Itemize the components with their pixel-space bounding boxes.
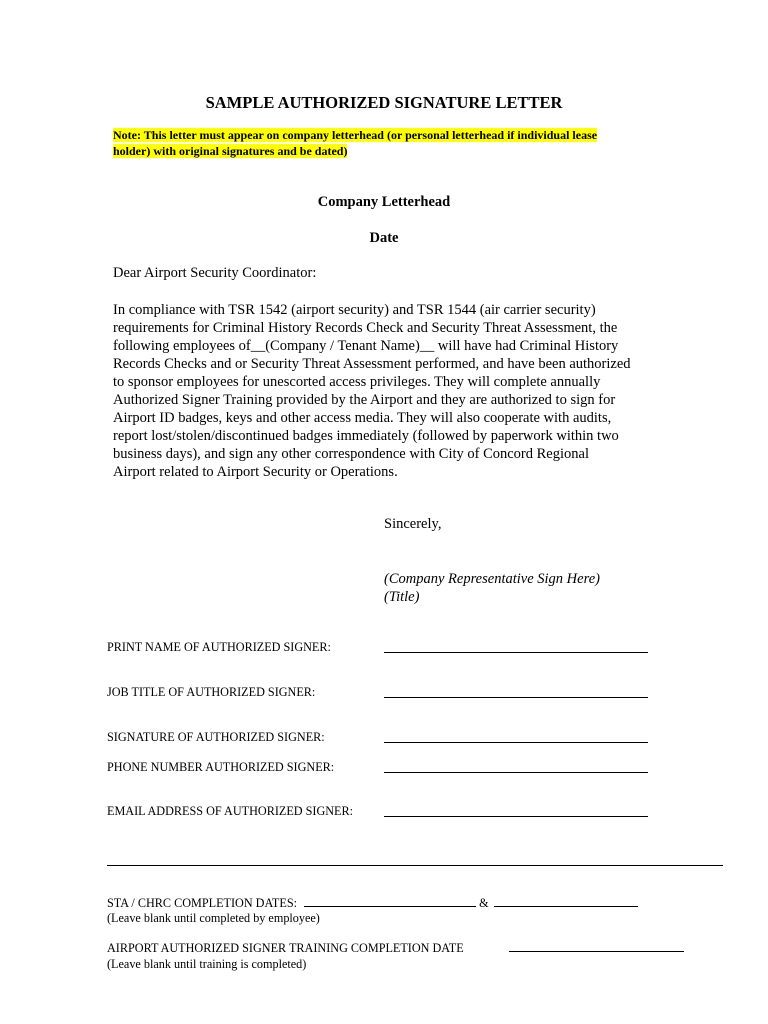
signature-line[interactable] [384,742,648,743]
sta-chrc-note: (Leave blank until completed by employee) [107,911,320,925]
sta-chrc-label: STA / CHRC COMPLETION DATES: [107,896,297,910]
body-line: Authorized Signer Training provided by the Airport and they are authorized to sign for [113,392,616,408]
print-name-line[interactable] [384,652,648,653]
phone-number-label: PHONE NUMBER AUTHORIZED SIGNER: [107,760,335,774]
phone-number-line[interactable] [384,772,648,773]
training-row [107,941,684,956]
letterhead-note [113,128,597,159]
signature-placeholder: (Company Representative Sign Here) [384,571,600,587]
body-line: Airport related to Airport Security or Operations. [113,464,398,480]
sta-date-line-2[interactable] [494,906,638,907]
company-letterhead-heading: Company Letterhead [317,194,451,210]
training-note: (Leave blank until training is completed) [107,957,307,971]
body-line: requirements for Criminal History Records Check and Security Threat Assessment, the [113,320,618,336]
letter-body [113,301,631,481]
document-title: SAMPLE AUTHORIZED SIGNATURE LETTER [205,93,563,112]
body-line: following employees of__(Company / Tenant Name)__ will have had Criminal History [113,338,619,354]
signature-label: SIGNATURE OF AUTHORIZED SIGNER: [107,730,325,744]
sta-date-line-1[interactable] [304,906,476,907]
note-line-2: holder) with original signatures and be dated) [113,143,348,158]
body-line: In compliance with TSR 1542 (airport security) and TSR 1544 (air carrier security) [113,302,596,318]
body-line: Records Checks and or Security Threat Assessment performed, and have been authorized [113,356,631,372]
salutation: Dear Airport Security Coordinator: [113,265,317,281]
body-line: report lost/stolen/discontinued badges immediately (followed by paperwork within two [113,428,619,444]
body-line: business days), and sign any other correspondence with City of Concord Regional [113,446,589,462]
training-label: AIRPORT AUTHORIZED SIGNER TRAINING COMPLETION DATE [107,941,464,955]
job-title-label: JOB TITLE OF AUTHORIZED SIGNER: [107,685,316,699]
date-heading: Date [369,230,399,246]
title-placeholder: (Title) [384,589,420,605]
email-address-line[interactable] [384,816,648,817]
note-line-1: Note: This letter must appear on company letterhead (or personal letterhead if individual lease [113,128,598,142]
email-address-label: EMAIL ADDRESS OF AUTHORIZED SIGNER: [107,804,354,818]
body-line: Airport ID badges, keys and other access media. They will also cooperate with audits, [113,410,612,426]
job-title-line[interactable] [384,697,648,698]
closing: Sincerely, [384,516,442,532]
training-date-line[interactable] [509,951,684,952]
sta-separator: & [479,896,489,910]
signature-block [384,570,600,606]
section-divider [107,865,723,866]
body-line: to sponsor employees for unescorted access privileges. They will complete annually [113,374,601,390]
sta-chrc-row [107,896,638,911]
print-name-label: PRINT NAME OF AUTHORIZED SIGNER: [107,640,331,654]
